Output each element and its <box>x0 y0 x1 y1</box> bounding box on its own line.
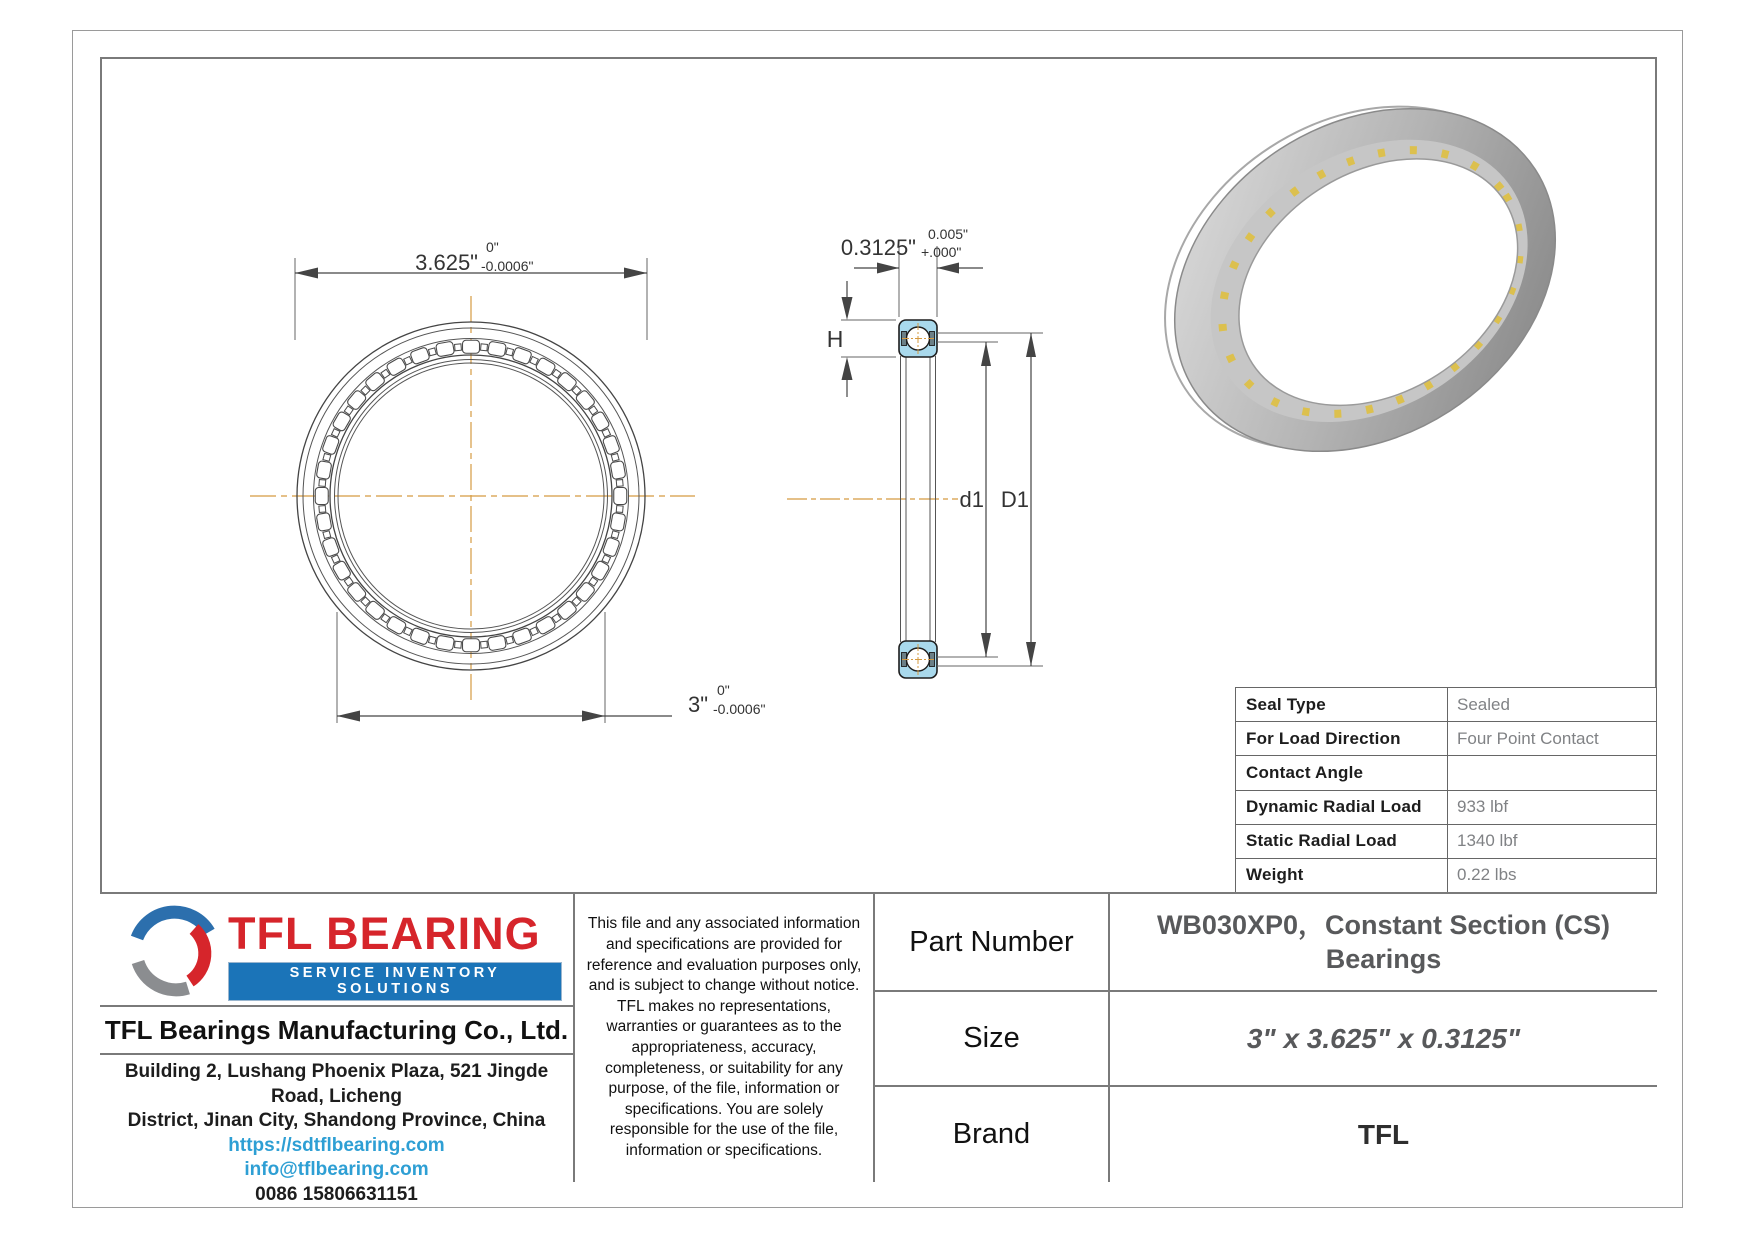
dim-bore-tol-bottom: -0.0006" <box>713 701 766 717</box>
table-row <box>1236 858 1656 892</box>
disclaimer-box <box>575 894 875 1182</box>
dim-section-width <box>841 226 983 317</box>
website-link[interactable]: https://sdtflbearing.com <box>228 1134 445 1156</box>
dim-width-tol-top: 0.005" <box>928 226 969 242</box>
spec-value: 933 lbf <box>1457 797 1509 817</box>
section-bottom-ring <box>899 641 937 678</box>
dim-outer-diameter <box>295 239 647 340</box>
logo-box <box>100 894 575 1007</box>
table-row <box>1236 755 1656 789</box>
section-top-ring <box>899 320 937 357</box>
title-block <box>100 892 1657 1205</box>
size-value: 3" x 3.625" x 0.3125" <box>1110 992 1657 1087</box>
bearing-3d-render <box>1100 33 1620 525</box>
table-row <box>1236 721 1656 755</box>
dim-outer-tol-bottom: -0.0006" <box>481 258 534 274</box>
dim-bore-tol-top: 0" <box>717 682 730 698</box>
size-label: Size <box>875 992 1110 1087</box>
dim-width-tol-bottom: +.000" <box>921 244 962 260</box>
table-row <box>1236 688 1656 721</box>
spec-value <box>1448 756 1656 789</box>
phone-number: 0086 15806631151 <box>255 1183 418 1205</box>
spec-value: 0.22 lbs <box>1457 865 1517 885</box>
spec-label: Seal Type <box>1236 688 1448 721</box>
part-number-value: WB030XP0，Constant Section (CS) Bearings <box>1110 894 1657 992</box>
logo-tagline: SERVICE INVENTORY SOLUTIONS <box>228 962 562 1001</box>
dim-width-value: 0.3125" <box>840 235 916 260</box>
table-row <box>1236 790 1656 824</box>
spec-label: Static Radial Load <box>1236 825 1448 858</box>
spec-value: Sealed <box>1457 694 1510 714</box>
dim-h-label: H <box>826 326 844 352</box>
dim-D1-label: D1 <box>1000 487 1029 512</box>
dim-section-height <box>827 281 896 397</box>
disclaimer-text: This file and any associated information and specifications are provided for reference and evaluation purposes only, and is subject to change without notice. TFL makes no representations, warranties or guarantees as to the appropriateness, accuracy, completeness, or suitability for any purpose, of the file, information or specifications. You are solely responsible for the use of the file, information or specifications. <box>586 915 862 1159</box>
address-line-1: Building 2, Lushang Phoenix Plaza, 521 Jingde Road, Licheng <box>124 1061 549 1107</box>
spec-label: Weight <box>1236 859 1448 892</box>
table-row <box>1236 824 1656 858</box>
dim-bore-value: 3" <box>687 692 708 717</box>
part-number-label: Part Number <box>875 894 1110 992</box>
field-grid <box>875 894 1657 1182</box>
spec-label: Contact Angle <box>1236 756 1448 789</box>
front-view <box>250 239 765 723</box>
spec-value: Four Point Contact <box>1457 728 1599 748</box>
company-name: TFL Bearings Manufacturing Co., Ltd. <box>100 1007 575 1055</box>
tfl-logo-icon <box>124 900 224 1000</box>
dim-outer-value: 3.625" <box>415 250 478 275</box>
address-box <box>100 1055 575 1205</box>
brand-label: Brand <box>875 1087 1110 1182</box>
section-view <box>787 226 1043 678</box>
dim-outer-tol-top: 0" <box>486 239 499 255</box>
email-link[interactable]: info@tflbearing.com <box>244 1159 429 1180</box>
spec-table <box>1235 687 1657 893</box>
spec-label: For Load Direction <box>1236 722 1448 755</box>
spec-label: Dynamic Radial Load <box>1236 791 1448 824</box>
dim-d1-label: d1 <box>959 487 984 512</box>
brand-value: TFL <box>1357 1118 1410 1150</box>
spec-value: 1340 lbf <box>1457 831 1518 851</box>
logo-wordmark: TFL BEARING <box>228 908 541 959</box>
address-line-2: District, Jinan City, Shandong Province, China <box>127 1110 546 1131</box>
